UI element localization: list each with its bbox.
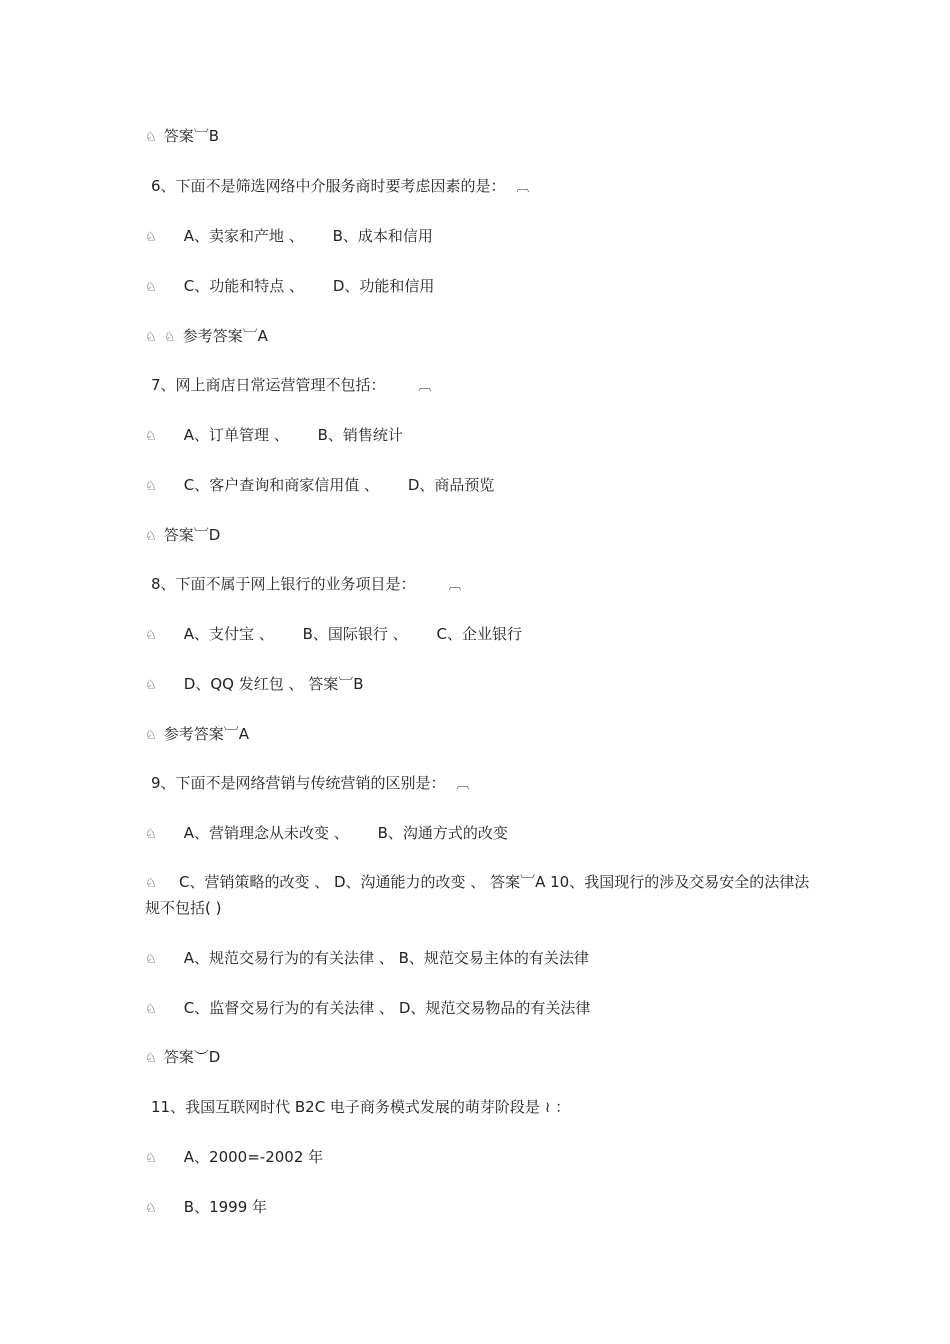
option-c: C、客户查询和商家信用值 — [183, 476, 360, 494]
question-9 — [145, 771, 831, 797]
answer-text: 参考答案︺A — [182, 327, 268, 345]
separator: 、 — [379, 999, 395, 1017]
option-a: A、规范交易行为的有关法律 — [183, 949, 375, 967]
question-7 — [145, 373, 831, 399]
option-line — [145, 672, 825, 698]
option-d: D、QQ 发红包 — [183, 675, 284, 693]
question-8 — [145, 572, 831, 598]
option-line — [145, 821, 825, 847]
separator: 、 — [288, 227, 304, 245]
question-text: 8、下面不属于网上银行的业务项目是： — [151, 575, 416, 593]
bullet-icon: ♘ — [145, 728, 157, 743]
blank-mark: ︹ — [448, 578, 462, 593]
option-b: B、规范交易主体的有关法律 — [398, 949, 589, 967]
option-b: B、沟通方式的改变 — [377, 824, 508, 842]
option-a: A、2000=-2002 年 — [183, 1148, 324, 1166]
option-and-question-10: C、营销策略的改变 、 D、沟通能力的改变 、 答案︺A 10、我国现行的涉及交易安全的法律法规不包括( ) — [145, 873, 810, 917]
bullet-icon: ♘ — [145, 130, 157, 145]
bullet-icon: ♘ — [145, 1051, 157, 1066]
bullet-icon: ♘ — [145, 1002, 157, 1017]
option-b: B、国际银行 — [302, 625, 388, 643]
option-line — [145, 996, 825, 1022]
separator: 、 — [289, 277, 305, 295]
bullet-icon: ♘ — [145, 479, 157, 494]
option-d: D、规范交易物品的有关法律 — [398, 999, 591, 1017]
option-line — [145, 274, 825, 300]
option-d: D、商品预览 — [407, 476, 495, 494]
option-a: A、支付宝 — [183, 625, 255, 643]
question-text: 9、下面不是网络营销与传统营销的区别是： — [151, 774, 446, 792]
option-line-wrapped — [145, 870, 815, 921]
separator: 、 — [364, 476, 380, 494]
answer-line — [145, 1045, 825, 1071]
answer-line — [145, 722, 825, 748]
option-line — [145, 423, 825, 449]
question-text: 6、下面不是筛选网络中介服务商时要考虑因素的是： — [151, 177, 506, 195]
option-line — [145, 1195, 825, 1221]
bullet-icon: ♘ — [163, 330, 176, 345]
option-line — [145, 224, 825, 250]
answer-line — [145, 324, 825, 350]
separator: 、 — [392, 625, 408, 643]
separator: 、 — [288, 675, 304, 693]
question-11 — [145, 1095, 831, 1120]
answer-text: 答案︺B — [163, 127, 220, 145]
bullet-icon: ♘ — [145, 529, 157, 544]
option-b: B、1999 年 — [183, 1198, 268, 1216]
option-a: A、营销理念从未改变 — [183, 824, 330, 842]
bullet-icon: ♘ — [145, 1151, 157, 1166]
answer-line — [145, 523, 825, 549]
option-d: D、功能和信用 — [332, 277, 435, 295]
answer-text: 参考答案︺A — [163, 725, 250, 743]
question-text: 7、网上商店日常运营管理不包括： — [151, 376, 386, 394]
option-a: A、卖家和产地 — [183, 227, 285, 245]
bullet-icon: ♘ — [145, 429, 157, 444]
bullet-icon: ♘ — [145, 230, 157, 245]
question-text: 11、我国互联网时代 B2C 电子商务模式发展的萌芽阶段是 ≀ ： — [151, 1098, 571, 1116]
option-c: C、监督交易行为的有关法律 — [183, 999, 375, 1017]
option-line — [145, 946, 825, 972]
bullet-icon: ♘ — [145, 330, 157, 345]
bullet-icon: ♘ — [145, 678, 157, 693]
blank-mark: ︹ — [516, 180, 530, 195]
bullet-icon: ♘ — [145, 827, 157, 842]
bullet-icon: ♘ — [145, 1201, 157, 1216]
bullet-icon: ♘ — [145, 952, 157, 967]
option-line — [145, 622, 825, 648]
option-c: C、功能和特点 — [183, 277, 285, 295]
blank-mark: ︹ — [456, 777, 470, 792]
answer-text: 答案︶D — [163, 1048, 221, 1066]
option-b: B、成本和信用 — [332, 227, 433, 245]
answer-line — [145, 124, 825, 150]
option-line — [145, 1145, 825, 1171]
question-6 — [145, 174, 831, 200]
separator: 、 — [273, 426, 289, 444]
option-c: C、企业银行 — [436, 625, 522, 643]
separator: 、 — [378, 949, 394, 967]
answer-text: 答案︺B — [308, 675, 364, 693]
bullet-icon: ♘ — [145, 628, 157, 643]
option-line — [145, 473, 825, 499]
blank-mark: ︹ — [418, 379, 432, 394]
bullet-icon: ♘ — [145, 280, 157, 295]
option-b: B、销售统计 — [317, 426, 403, 444]
separator: 、 — [333, 824, 349, 842]
separator: 、 — [258, 625, 274, 643]
option-a: A、订单管理 — [183, 426, 270, 444]
bullet-icon: ♘ — [145, 876, 157, 891]
answer-text: 答案︺D — [163, 526, 221, 544]
